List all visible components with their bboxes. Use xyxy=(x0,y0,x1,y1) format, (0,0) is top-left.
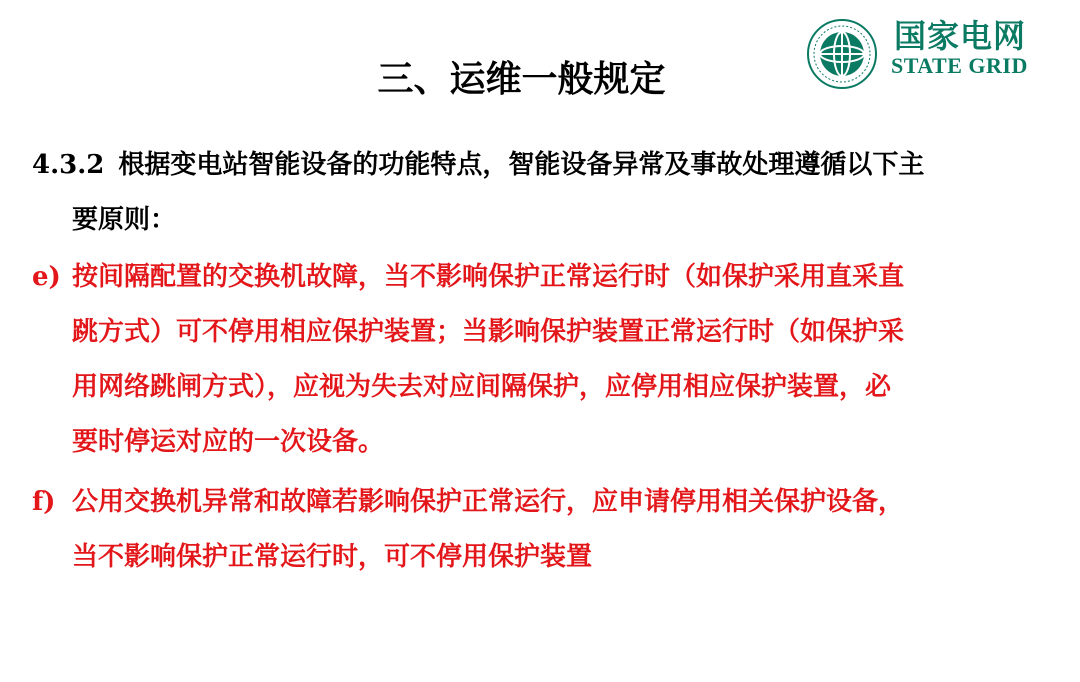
page-title: 三、运维一般规定 xyxy=(377,59,666,100)
item-f-marker: f) xyxy=(32,487,56,517)
intro-line-1 xyxy=(32,138,1042,193)
item-e-line-2: 跳方式）可不停用相应保护装置；当影响保护装置正常运行时（如保护采 xyxy=(72,317,905,347)
clause-number: 4.3.2 xyxy=(32,150,105,180)
item-f-text-1: 公用交换机异常和故障若影响保护正常运行，应申请停用相关保护设备， xyxy=(72,487,905,517)
logo-chinese-name: 国家电网 xyxy=(894,17,1027,55)
item-f-line-2: 当不影响保护正常运行时，可不停用保护装置 xyxy=(72,542,593,572)
item-e-line-3: 用网络跳闸方式），应视为失去对应间隔保护，应停用相应保护装置，必 xyxy=(72,372,892,402)
intro-line-2: 要原则： xyxy=(72,205,177,235)
item-e-text-1: 按间隔配置的交换机故障，当不影响保护正常运行时（如保护采用直采直 xyxy=(72,262,905,292)
item-f xyxy=(32,475,1042,585)
item-e xyxy=(32,250,1042,470)
logo-english-name: STATE GRID xyxy=(891,53,1028,78)
intro-text-1: 根据变电站智能设备的功能特点，智能设备异常及事故处理遵循以下主 xyxy=(118,150,925,180)
item-e-marker: e) xyxy=(32,262,61,292)
item-e-line-4: 要时停运对应的一次设备。 xyxy=(72,427,385,457)
item-f-line-1 xyxy=(32,475,1042,530)
intro-paragraph xyxy=(32,138,1042,248)
item-e-line-1 xyxy=(32,250,1042,305)
